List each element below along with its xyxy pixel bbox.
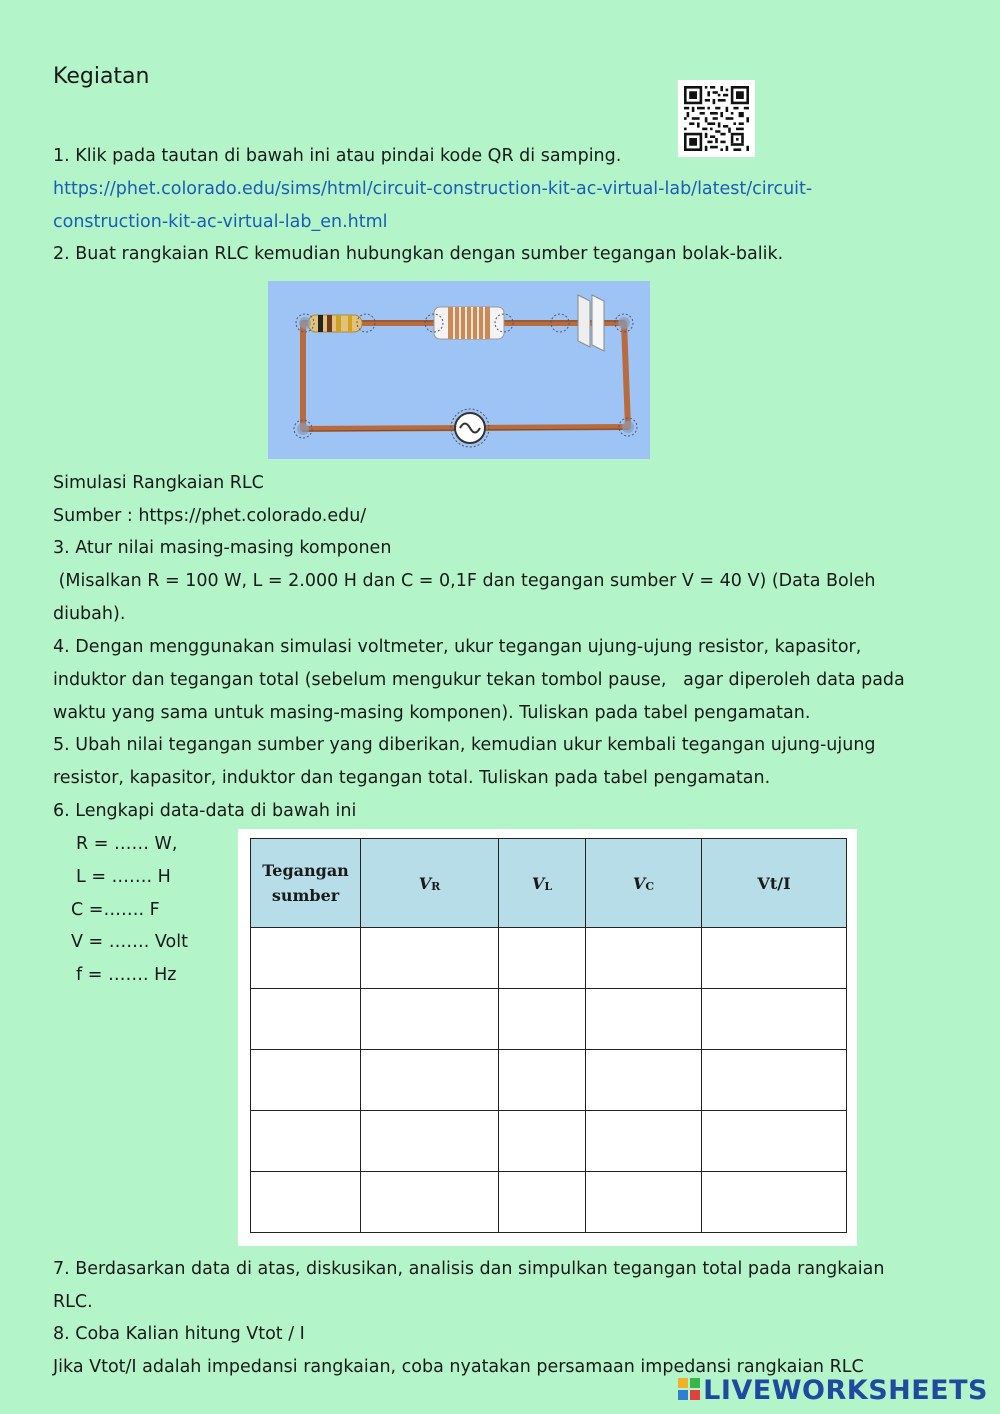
param-f: f = ……. Hz	[76, 965, 177, 985]
step-3: 3. Atur nilai masing-masing komponen	[53, 538, 392, 558]
rlc-circuit-image	[268, 281, 650, 459]
step-7-line-2: RLC.	[53, 1292, 93, 1312]
param-r: R = …… W,	[76, 834, 178, 854]
inductor-icon	[434, 307, 504, 339]
param-v: V = ……. Volt	[71, 932, 188, 952]
table-cell[interactable]	[361, 928, 499, 989]
step-1: 1. Klik pada tautan di bawah ini atau pindai kode QR di samping.	[53, 146, 622, 166]
table-cell[interactable]	[251, 1111, 361, 1172]
table-cell[interactable]	[702, 928, 847, 989]
qr-code	[678, 80, 755, 157]
header-vc: $V_C$	[586, 839, 702, 928]
page-title: Kegiatan	[53, 64, 150, 89]
table-row	[251, 928, 847, 989]
step-4-line-1: 4. Dengan menggunakan simulasi voltmeter, ukur tegangan ujung-ujung resistor, kapasitor,	[53, 637, 862, 657]
header-vr: $V_R$	[361, 839, 499, 928]
table-cell[interactable]	[499, 1050, 586, 1111]
step-4-line-2: induktor dan tegangan total (sebelum mengukur tekan tombol pause, agar diperoleh data pada	[53, 670, 905, 690]
step-8: 8. Coba Kalian hitung Vtot / I	[53, 1324, 305, 1344]
param-c: C =……. F	[71, 900, 160, 920]
table-cell[interactable]	[361, 1172, 499, 1233]
table-cell[interactable]	[586, 1172, 702, 1233]
step-6: 6. Lengkapi data-data di bawah ini	[53, 801, 357, 821]
step-4-line-3: waktu yang sama untuk masing-masing komponen). Tuliskan pada tabel pengamatan.	[53, 703, 811, 723]
table-cell[interactable]	[361, 1111, 499, 1172]
table-cell[interactable]	[586, 928, 702, 989]
table-header-row	[251, 839, 847, 928]
table-cell[interactable]	[499, 928, 586, 989]
header-vl: $V_L$	[499, 839, 586, 928]
table-row	[251, 1050, 847, 1111]
phet-link-line-2[interactable]: construction-kit-ac-virtual-lab_en.html	[53, 212, 388, 232]
table-cell[interactable]	[586, 989, 702, 1050]
observation-table-panel	[238, 829, 857, 1246]
table-cell[interactable]	[251, 928, 361, 989]
table-cell[interactable]	[586, 1050, 702, 1111]
qr-code-icon	[684, 86, 749, 151]
table-row	[251, 1111, 847, 1172]
header-vt-i: Vt/I	[702, 839, 847, 928]
table-cell[interactable]	[499, 1111, 586, 1172]
table-cell[interactable]	[702, 1111, 847, 1172]
phet-link-line-1[interactable]: https://phet.colorado.edu/sims/html/circuit-construction-kit-ac-virtual-lab/latest/circuit-	[53, 179, 813, 199]
step-7-line-1: 7. Berdasarkan data di atas, diskusikan, analisis dan simpulkan tegangan total pada rangkaian	[53, 1259, 885, 1279]
figure-source: Sumber : https://phet.colorado.edu/	[53, 506, 367, 526]
step-5-line-2: resistor, kapasitor, induktor dan tegangan total. Tuliskan pada tabel pengamatan.	[53, 768, 771, 788]
step-3-example-cont: diubah).	[53, 604, 126, 624]
step-2: 2. Buat rangkaian RLC kemudian hubungkan dengan sumber tegangan bolak-balik.	[53, 244, 784, 264]
table-cell[interactable]	[586, 1111, 702, 1172]
step-5-line-1: 5. Ubah nilai tegangan sumber yang diberikan, kemudian ukur kembali tegangan ujung-ujung	[53, 735, 876, 755]
ac-source-icon	[451, 409, 489, 447]
table-cell[interactable]	[361, 989, 499, 1050]
table-cell[interactable]	[499, 989, 586, 1050]
table-row	[251, 1172, 847, 1233]
step-8-note: Jika Vtot/I adalah impedansi rangkaian, coba nyatakan persamaan impedansi rangkaian RLC	[53, 1357, 864, 1377]
liveworksheets-brand: LIVEWORKSHEETS	[678, 1375, 988, 1406]
table-cell[interactable]	[251, 989, 361, 1050]
table-cell[interactable]	[361, 1050, 499, 1111]
step-3-example: (Misalkan R = 100 W, L = 2.000 H dan C = 0,1F dan tegangan sumber V = 40 V) (Data Boleh	[53, 571, 876, 591]
table-cell[interactable]	[251, 1172, 361, 1233]
table-cell[interactable]	[499, 1172, 586, 1233]
table-row	[251, 989, 847, 1050]
header-source-voltage: Tegangan sumber	[251, 839, 361, 928]
resistor-icon	[308, 315, 362, 332]
observation-table	[250, 838, 847, 1233]
param-l: L = ……. H	[76, 867, 171, 887]
liveworksheets-logo-icon	[678, 1376, 700, 1398]
figure-caption: Simulasi Rangkaian RLC	[53, 473, 264, 493]
table-cell[interactable]	[702, 1050, 847, 1111]
right-wire	[624, 323, 628, 427]
table-cell[interactable]	[702, 989, 847, 1050]
table-cell[interactable]	[251, 1050, 361, 1111]
table-cell[interactable]	[702, 1172, 847, 1233]
